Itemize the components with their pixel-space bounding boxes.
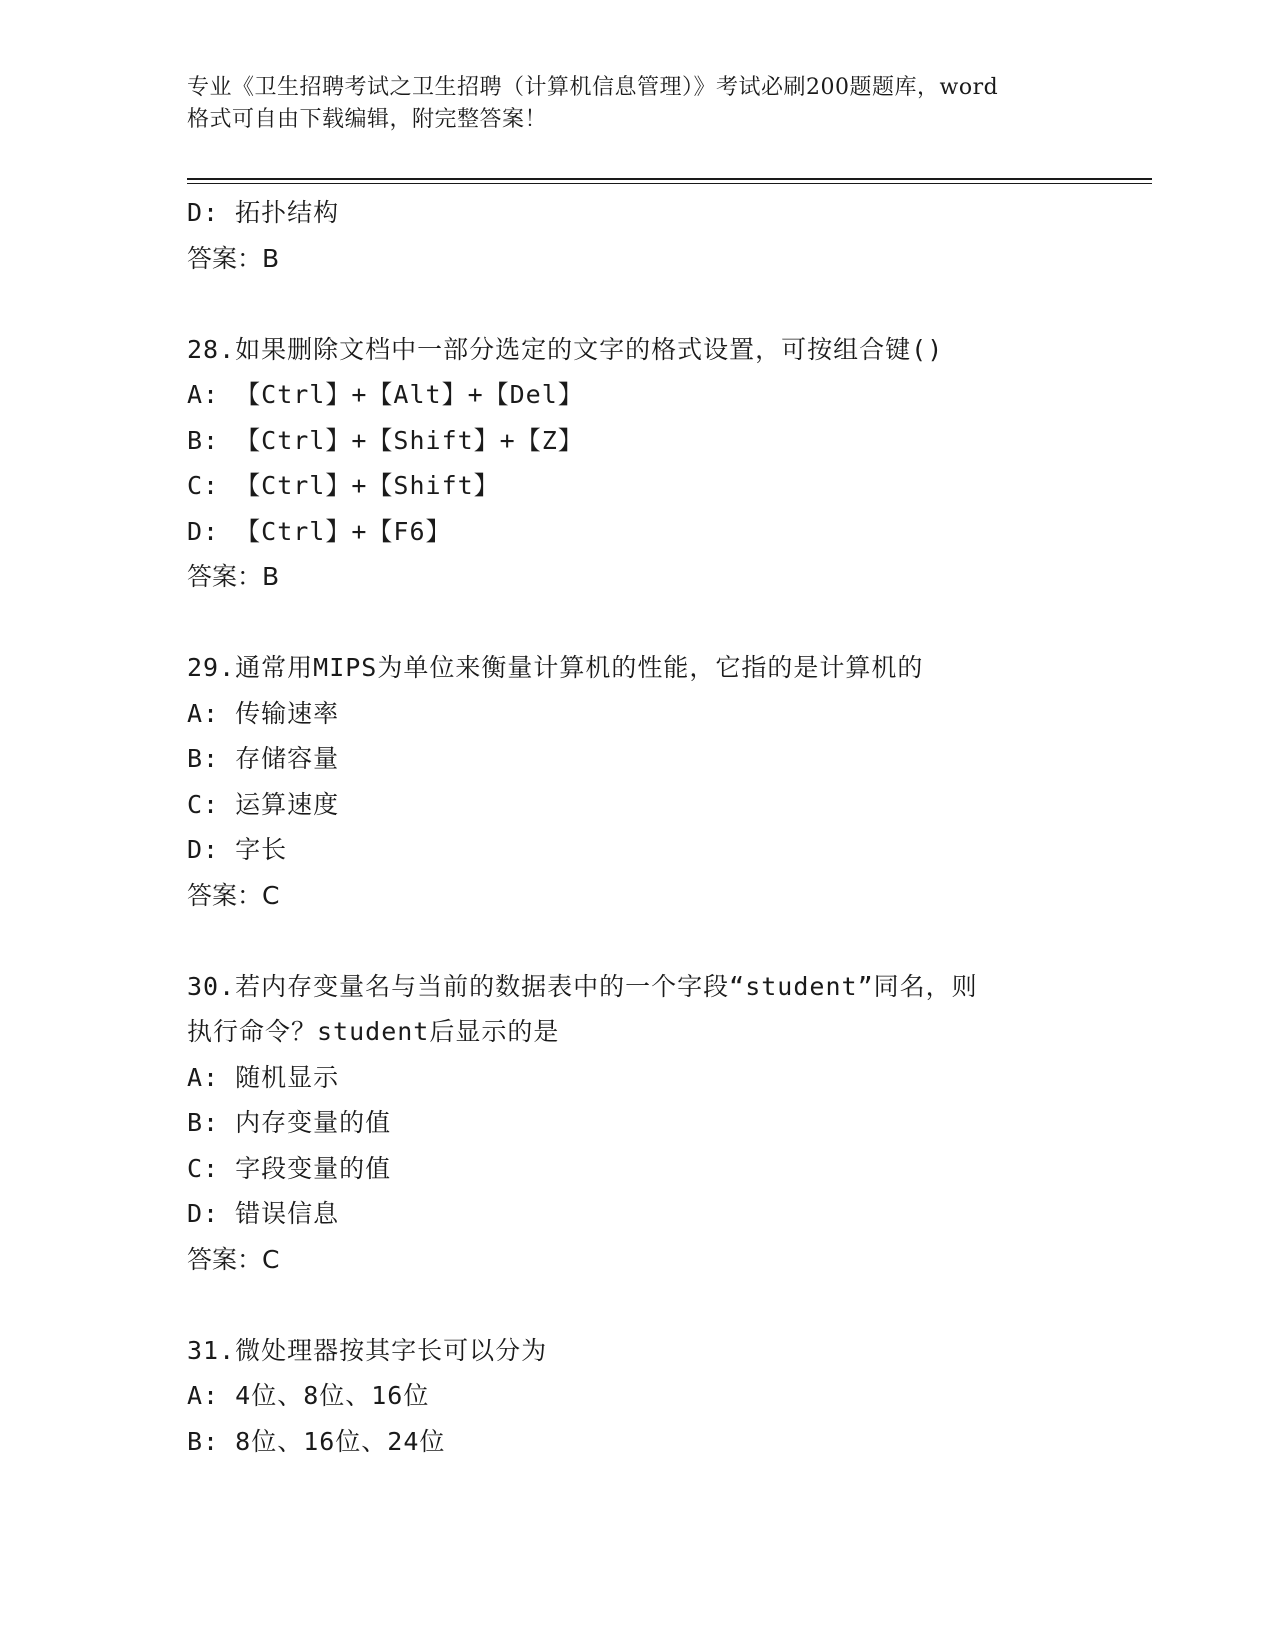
question-stem-line-1: 30.若内存变量名与当前的数据表中的一个字段“student”同名，则 <box>187 971 978 1001</box>
option-b: B: 内存变量的值 <box>187 1108 392 1137</box>
question-31 <box>187 1328 1147 1465</box>
question-30 <box>187 964 1147 1283</box>
header-line-2: 格式可自由下载编辑，附完整答案！ <box>187 107 548 132</box>
header-line-1: 专业《卫生招聘考试之卫生招聘（计算机信息管理）》考试必刷200题题库，word <box>187 75 999 100</box>
spacer <box>187 281 1147 327</box>
document-header <box>187 72 1087 136</box>
prev-answer: 答案：B <box>187 243 280 273</box>
spacer <box>187 918 1147 964</box>
header-rule-thick <box>187 178 1152 180</box>
question-content <box>187 190 1147 1464</box>
answer: 答案：C <box>187 1244 280 1274</box>
spacer <box>187 1282 1147 1328</box>
option-a: A: 4位、8位、16位 <box>187 1381 430 1410</box>
option-a: A: 传输速率 <box>187 698 340 728</box>
question-stem-line-2: 执行命令？student后显示的是 <box>187 1017 560 1046</box>
question-stem: 29.通常用MIPS为单位来衡量计算机的性能，它指的是计算机的 <box>187 653 924 682</box>
option-b: B: 【Ctrl】+【Shift】+【Z】 <box>187 425 584 455</box>
option-c: C: 字段变量的值 <box>187 1153 392 1183</box>
prev-option-d: D: 拓扑结构 <box>187 198 340 227</box>
question-29 <box>187 645 1147 918</box>
option-c: C: 运算速度 <box>187 789 340 819</box>
answer: 答案：C <box>187 880 280 910</box>
spacer <box>187 600 1147 646</box>
question-stem: 28.如果删除文档中一部分选定的文字的格式设置，可按组合键() <box>187 334 944 364</box>
question-stem: 31.微处理器按其字长可以分为 <box>187 1335 548 1365</box>
option-d: D: 【Ctrl】+【F6】 <box>187 516 452 546</box>
option-a: A: 【Ctrl】+【Alt】+【Del】 <box>187 380 584 409</box>
option-d: D: 字长 <box>187 835 288 864</box>
question-28 <box>187 327 1147 600</box>
option-b: B: 存储容量 <box>187 744 340 773</box>
option-b: B: 8位、16位、24位 <box>187 1426 446 1456</box>
option-d: D: 错误信息 <box>187 1199 340 1228</box>
header-rule-thin <box>187 183 1152 184</box>
option-a: A: 随机显示 <box>187 1062 340 1092</box>
answer: 答案：B <box>187 562 280 591</box>
option-c: C: 【Ctrl】+【Shift】 <box>187 471 500 500</box>
